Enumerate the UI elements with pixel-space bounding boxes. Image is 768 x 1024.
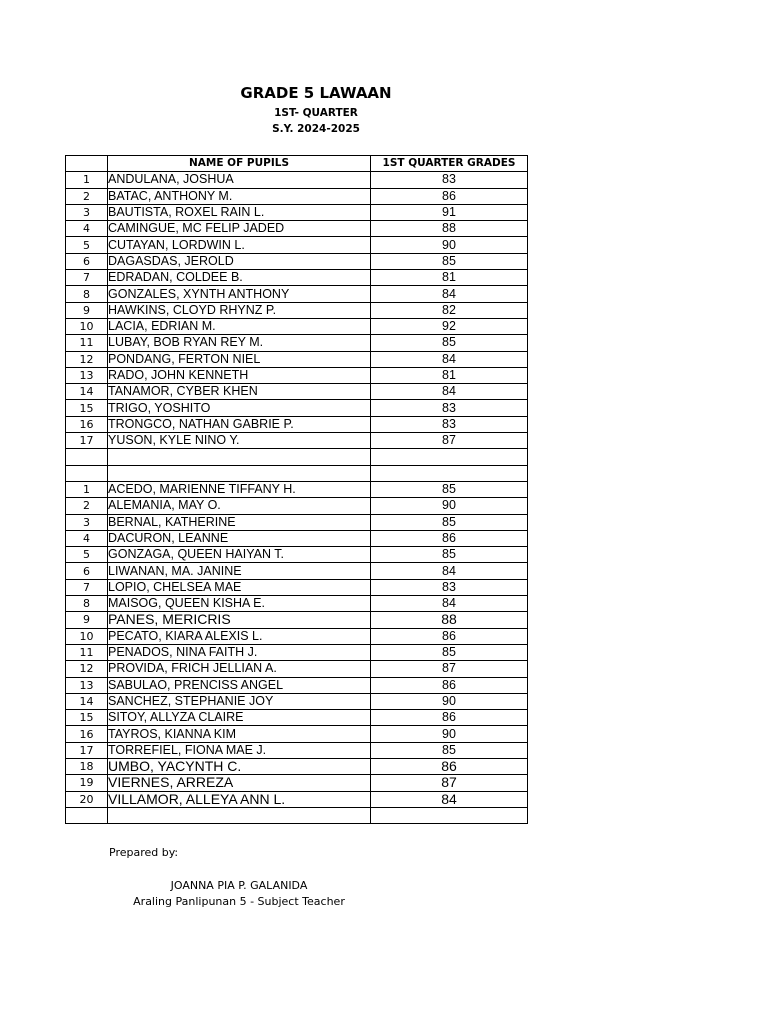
row-number (66, 807, 108, 823)
pupil-name: BERNAL, KATHERINE (108, 514, 371, 530)
pupil-grade: 87 (371, 775, 528, 791)
pupil-name: TRONGCO, NATHAN GABRIE P. (108, 416, 371, 432)
row-number: 7 (66, 579, 108, 595)
table-row (66, 172, 528, 188)
row-number: 12 (66, 351, 108, 367)
row-number: 6 (66, 563, 108, 579)
pupil-name: RADO, JOHN KENNETH (108, 367, 371, 383)
row-number: 8 (66, 286, 108, 302)
pupil-name: TANAMOR, CYBER KHEN (108, 384, 371, 400)
row-number: 3 (66, 514, 108, 530)
table-row (66, 221, 528, 237)
pupil-name: VIERNES, ARREZA (108, 775, 371, 791)
table-row (66, 563, 528, 579)
table-row (66, 237, 528, 253)
table-row (66, 530, 528, 546)
row-number: 10 (66, 628, 108, 644)
pupil-grade: 83 (371, 416, 528, 432)
prepared-by-label: Prepared by: (109, 846, 179, 859)
pupil-name: VILLAMOR, ALLEYA ANN L. (108, 791, 371, 807)
row-number: 5 (66, 237, 108, 253)
table-row (66, 318, 528, 334)
row-number: 14 (66, 384, 108, 400)
pupil-grade: 87 (371, 661, 528, 677)
row-number: 11 (66, 644, 108, 660)
pupil-grade: 86 (371, 628, 528, 644)
pupil-grade: 83 (371, 400, 528, 416)
pupil-grade: 86 (371, 530, 528, 546)
document-title: GRADE 5 LAWAAN (240, 84, 392, 102)
table-row (66, 710, 528, 726)
pupil-grade: 83 (371, 172, 528, 188)
table-row (66, 596, 528, 612)
row-number: 2 (66, 498, 108, 514)
pupil-grade: 84 (371, 563, 528, 579)
pupil-name: PECATO, KIARA ALEXIS L. (108, 628, 371, 644)
teacher-role: Araling Panlipunan 5 - Subject Teacher (133, 895, 345, 908)
table-row (66, 644, 528, 660)
row-number: 13 (66, 677, 108, 693)
grades-table (65, 155, 528, 824)
row-number: 9 (66, 302, 108, 318)
table-row (66, 270, 528, 286)
table-row (66, 628, 528, 644)
pupil-name: SANCHEZ, STEPHANIE JOY (108, 693, 371, 709)
pupil-name: PONDANG, FERTON NIEL (108, 351, 371, 367)
pupil-name: LOPIO, CHELSEA MAE (108, 579, 371, 595)
table-row (66, 498, 528, 514)
pupil-grade: 85 (371, 253, 528, 269)
table-row (66, 384, 528, 400)
pupil-name: CAMINGUE, MC FELIP JADED (108, 221, 371, 237)
pupil-name (108, 465, 371, 481)
row-number: 10 (66, 318, 108, 334)
table-row (66, 677, 528, 693)
pupil-name: GONZAGA, QUEEN HAIYAN T. (108, 547, 371, 563)
pupil-grade: 84 (371, 791, 528, 807)
row-number (66, 449, 108, 465)
table-row (66, 693, 528, 709)
quarter-label: 1ST- QUARTER (274, 107, 358, 119)
pupil-name: PANES, MERICRIS (108, 612, 371, 628)
table-row (66, 253, 528, 269)
pupil-name: ACEDO, MARIENNE TIFFANY H. (108, 481, 371, 497)
pupil-grade: 90 (371, 237, 528, 253)
table-row (66, 188, 528, 204)
pupil-grade: 87 (371, 433, 528, 449)
pupil-name: SITOY, ALLYZA CLAIRE (108, 710, 371, 726)
row-number: 5 (66, 547, 108, 563)
pupil-name: MAISOG, QUEEN KISHA E. (108, 596, 371, 612)
pupil-grade: 86 (371, 758, 528, 774)
table-row (66, 758, 528, 774)
pupil-grade: 88 (371, 612, 528, 628)
pupil-grade: 81 (371, 367, 528, 383)
table-row (66, 514, 528, 530)
row-number: 15 (66, 400, 108, 416)
pupil-name: LACIA, EDRIAN M. (108, 318, 371, 334)
pupil-name: BATAC, ANTHONY M. (108, 188, 371, 204)
pupil-name: YUSON, KYLE NINO Y. (108, 433, 371, 449)
pupil-name: DACURON, LEANNE (108, 530, 371, 546)
pupil-grade: 85 (371, 644, 528, 660)
pupil-grade: 82 (371, 302, 528, 318)
row-number: 7 (66, 270, 108, 286)
table-row (66, 775, 528, 791)
row-number: 9 (66, 612, 108, 628)
pupil-name: BAUTISTA, ROXEL RAIN L. (108, 204, 371, 220)
row-number: 20 (66, 791, 108, 807)
pupil-grade: 81 (371, 270, 528, 286)
row-number: 12 (66, 661, 108, 677)
pupil-name: CUTAYAN, LORDWIN L. (108, 237, 371, 253)
table-row (66, 367, 528, 383)
row-number: 6 (66, 253, 108, 269)
pupil-grade: 84 (371, 384, 528, 400)
row-number: 2 (66, 188, 108, 204)
pupil-grade: 85 (371, 742, 528, 758)
table-row (66, 286, 528, 302)
table-row (66, 661, 528, 677)
pupil-name: LIWANAN, MA. JANINE (108, 563, 371, 579)
pupil-grade: 86 (371, 188, 528, 204)
column-header-grade: 1ST QUARTER GRADES (371, 156, 528, 172)
pupil-name: ANDULANA, JOSHUA (108, 172, 371, 188)
pupil-name: DAGASDAS, JEROLD (108, 253, 371, 269)
table-header-row (66, 156, 528, 172)
pupil-name: LUBAY, BOB RYAN REY M. (108, 335, 371, 351)
pupil-grade: 90 (371, 498, 528, 514)
grades-table-body (66, 172, 528, 824)
table-row (66, 612, 528, 628)
column-header-name: NAME OF PUPILS (108, 156, 371, 172)
row-number: 16 (66, 416, 108, 432)
pupil-grade: 84 (371, 596, 528, 612)
row-number: 15 (66, 710, 108, 726)
pupil-name: ALEMANIA, MAY O. (108, 498, 371, 514)
row-number: 19 (66, 775, 108, 791)
pupil-grade: 85 (371, 547, 528, 563)
table-row (66, 726, 528, 742)
pupil-grade: 83 (371, 579, 528, 595)
pupil-name (108, 449, 371, 465)
pupil-grade: 92 (371, 318, 528, 334)
pupil-grade: 90 (371, 726, 528, 742)
row-number: 11 (66, 335, 108, 351)
pupil-grade: 85 (371, 335, 528, 351)
table-row (66, 433, 528, 449)
table-row (66, 400, 528, 416)
pupil-name: HAWKINS, CLOYD RHYNZ P. (108, 302, 371, 318)
pupil-grade: 85 (371, 481, 528, 497)
table-row (66, 807, 528, 823)
teacher-name: JOANNA PIA P. GALANIDA (170, 879, 308, 892)
table-row (66, 302, 528, 318)
school-year-label: S.Y. 2024-2025 (272, 123, 360, 135)
pupil-grade: 86 (371, 677, 528, 693)
row-number: 16 (66, 726, 108, 742)
row-number: 14 (66, 693, 108, 709)
row-number: 1 (66, 481, 108, 497)
pupil-grade: 85 (371, 514, 528, 530)
table-row (66, 481, 528, 497)
row-number: 17 (66, 742, 108, 758)
pupil-name: EDRADAN, COLDEE B. (108, 270, 371, 286)
pupil-name (108, 807, 371, 823)
row-number: 3 (66, 204, 108, 220)
row-number: 4 (66, 530, 108, 546)
pupil-grade (371, 807, 528, 823)
row-number: 4 (66, 221, 108, 237)
table-row (66, 351, 528, 367)
pupil-grade: 88 (371, 221, 528, 237)
pupil-grade (371, 449, 528, 465)
pupil-grade (371, 465, 528, 481)
table-row (66, 791, 528, 807)
table-row (66, 579, 528, 595)
table-row (66, 742, 528, 758)
table-row (66, 416, 528, 432)
table-row (66, 204, 528, 220)
table-row (66, 465, 528, 481)
pupil-name: TAYROS, KIANNA KIM (108, 726, 371, 742)
pupil-grade: 84 (371, 286, 528, 302)
row-number: 1 (66, 172, 108, 188)
pupil-name: TORREFIEL, FIONA MAE J. (108, 742, 371, 758)
column-header-number (66, 156, 108, 172)
pupil-name: PENADOS, NINA FAITH J. (108, 644, 371, 660)
row-number: 17 (66, 433, 108, 449)
table-row (66, 335, 528, 351)
table-row (66, 449, 528, 465)
pupil-grade: 84 (371, 351, 528, 367)
pupil-name: GONZALES, XYNTH ANTHONY (108, 286, 371, 302)
pupil-name: UMBO, YACYNTH C. (108, 758, 371, 774)
pupil-name: SABULAO, PRENCISS ANGEL (108, 677, 371, 693)
pupil-name: TRIGO, YOSHITO (108, 400, 371, 416)
row-number: 13 (66, 367, 108, 383)
row-number: 18 (66, 758, 108, 774)
pupil-grade: 91 (371, 204, 528, 220)
row-number: 8 (66, 596, 108, 612)
table-row (66, 547, 528, 563)
row-number (66, 465, 108, 481)
pupil-grade: 90 (371, 693, 528, 709)
pupil-grade: 86 (371, 710, 528, 726)
pupil-name: PROVIDA, FRICH JELLIAN A. (108, 661, 371, 677)
